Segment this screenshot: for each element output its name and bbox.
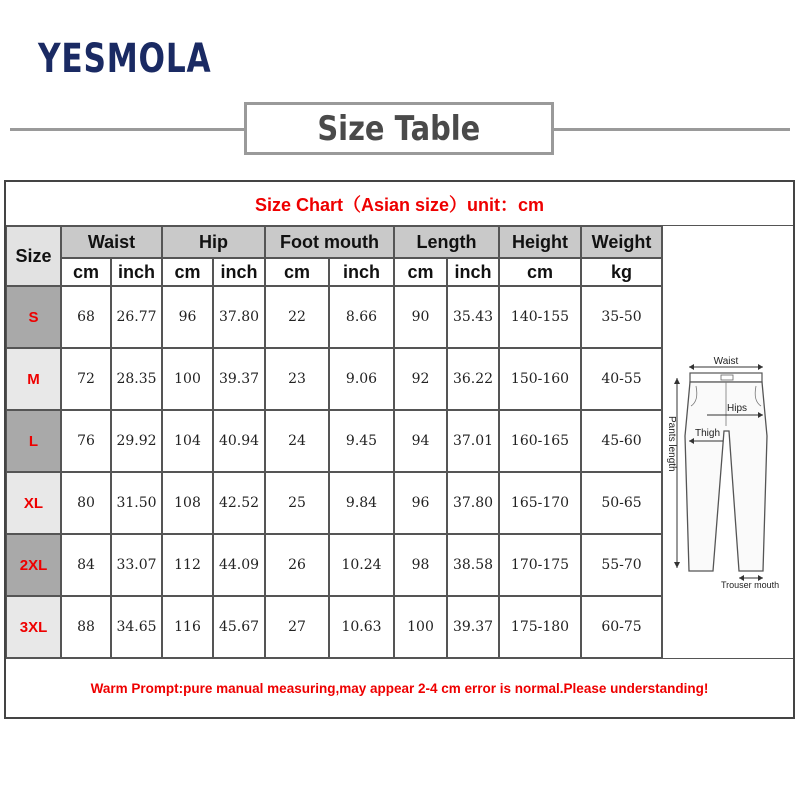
table-cell: 39.37 [213, 348, 265, 410]
table-cell: 23 [265, 348, 329, 410]
column-group-header: Weight [581, 226, 662, 258]
brand-logo: YESMOLA [38, 36, 212, 82]
table-cell: 112 [162, 534, 213, 596]
table-cell: 40.94 [213, 410, 265, 472]
table-cell: 33.07 [111, 534, 162, 596]
table-cell: 175-180 [499, 596, 581, 658]
column-group-header: Foot mouth [265, 226, 394, 258]
table-cell: 42.52 [213, 472, 265, 534]
table-cell: 35.43 [447, 286, 499, 348]
table-cell: 50-65 [581, 472, 662, 534]
unit-header: cm [61, 258, 111, 286]
table-cell: 170-175 [499, 534, 581, 596]
table-cell: 31.50 [111, 472, 162, 534]
pants-diagram [662, 226, 793, 658]
table-cell: 26 [265, 534, 329, 596]
table-cell: 40-55 [581, 348, 662, 410]
table-cell: 8.66 [329, 286, 394, 348]
table-cell: 25 [265, 472, 329, 534]
table-cell: 94 [394, 410, 447, 472]
table-cell: 27 [265, 596, 329, 658]
unit-header: cm [499, 258, 581, 286]
table-cell: 26.77 [111, 286, 162, 348]
waist-label: Waist [713, 356, 739, 367]
table-cell: 116 [162, 596, 213, 658]
size-label: XL [6, 472, 61, 534]
column-group-header: Hip [162, 226, 265, 258]
table-cell: 10.24 [329, 534, 394, 596]
table-cell: 80 [61, 472, 111, 534]
column-group-header: Height [499, 226, 581, 258]
page-title: Size Table [317, 108, 481, 149]
unit-header: inch [329, 258, 394, 286]
divider-left [10, 128, 246, 131]
table-cell: 104 [162, 410, 213, 472]
table-cell: 35-50 [581, 286, 662, 348]
trouser-mouth-label: Trouser mouth [721, 580, 780, 590]
table-cell: 36.22 [447, 348, 499, 410]
table-cell: 88 [61, 596, 111, 658]
table-cell: 140-155 [499, 286, 581, 348]
divider-right [552, 128, 790, 131]
unit-header: cm [162, 258, 213, 286]
table-cell: 96 [162, 286, 213, 348]
chart-title: Size Chart（Asian size）unit：cm [6, 182, 793, 226]
table-cell: 10.63 [329, 596, 394, 658]
table-cell: 44.09 [213, 534, 265, 596]
table-cell: 150-160 [499, 348, 581, 410]
size-label: L [6, 410, 61, 472]
table-cell: 28.35 [111, 348, 162, 410]
warm-prompt: Warm Prompt:pure manual measuring,may appear 2-4 cm error is normal.Please understanding! [6, 658, 793, 717]
table-cell: 100 [162, 348, 213, 410]
table-cell: 108 [162, 472, 213, 534]
table-cell: 22 [265, 286, 329, 348]
size-chart [4, 180, 795, 719]
table-cell: 45-60 [581, 410, 662, 472]
table-cell: 37.80 [213, 286, 265, 348]
table-cell: 92 [394, 348, 447, 410]
table-cell: 45.67 [213, 596, 265, 658]
table-cell: 90 [394, 286, 447, 348]
unit-header: kg [581, 258, 662, 286]
unit-header: cm [394, 258, 447, 286]
column-group-header: Length [394, 226, 499, 258]
heading-box [244, 102, 554, 155]
table-cell: 55-70 [581, 534, 662, 596]
table-cell: 76 [61, 410, 111, 472]
pants-diagram-icon [663, 226, 792, 658]
unit-header: inch [447, 258, 499, 286]
hips-label: Hips [727, 403, 748, 414]
table-cell: 38.58 [447, 534, 499, 596]
unit-header: inch [213, 258, 265, 286]
table-cell: 37.01 [447, 410, 499, 472]
size-header: Size [6, 226, 61, 286]
table-cell: 29.92 [111, 410, 162, 472]
table-cell: 72 [61, 348, 111, 410]
table-cell: 34.65 [111, 596, 162, 658]
size-label: S [6, 286, 61, 348]
pants-length-label: Pants length [666, 416, 677, 472]
unit-header: inch [111, 258, 162, 286]
table-cell: 9.84 [329, 472, 394, 534]
size-label: 3XL [6, 596, 61, 658]
table-cell: 9.45 [329, 410, 394, 472]
table-cell: 68 [61, 286, 111, 348]
unit-header: cm [265, 258, 329, 286]
size-label: 2XL [6, 534, 61, 596]
size-label: M [6, 348, 61, 410]
table-cell: 100 [394, 596, 447, 658]
table-cell: 60-75 [581, 596, 662, 658]
table-cell: 165-170 [499, 472, 581, 534]
table-cell: 96 [394, 472, 447, 534]
table-cell: 84 [61, 534, 111, 596]
table-cell: 39.37 [447, 596, 499, 658]
table-cell: 37.80 [447, 472, 499, 534]
column-group-header: Waist [61, 226, 162, 258]
table-cell: 160-165 [499, 410, 581, 472]
table-cell: 24 [265, 410, 329, 472]
table-cell: 9.06 [329, 348, 394, 410]
thigh-label: Thigh [695, 428, 721, 439]
table-cell: 98 [394, 534, 447, 596]
